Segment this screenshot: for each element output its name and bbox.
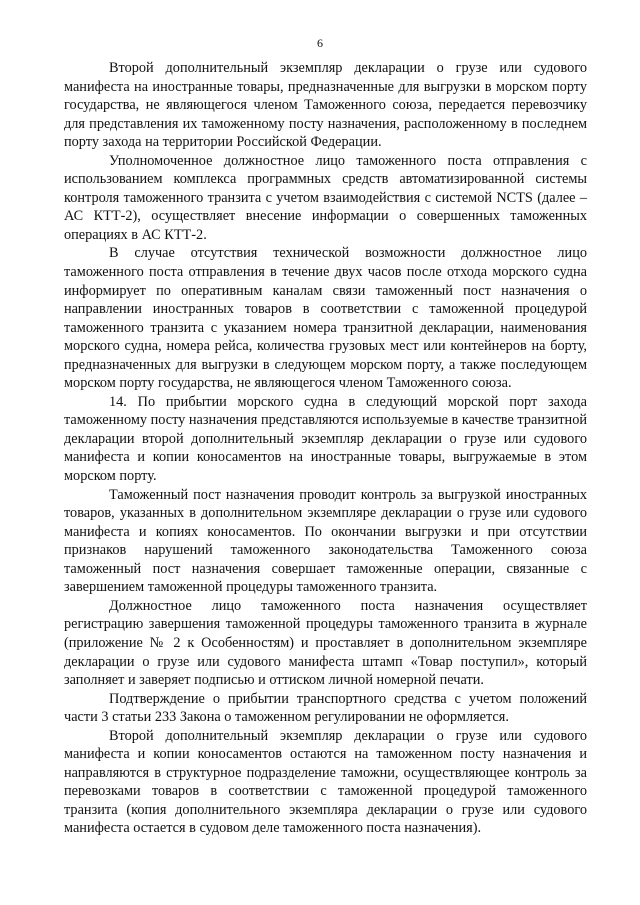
paragraph-arrival-confirmation: Подтверждение о прибытии транспортного средства с учетом положений части 3 статьи 233 Закона о таможенном регулировании не оформляется. bbox=[64, 690, 587, 726]
document-body bbox=[64, 59, 587, 838]
paragraph-registration-completion: Должностное лицо таможенного поста назначения осуществляет регистрацию завершения таможенной процедуры таможенного транзита в журнале (приложение № 2 к Особенностям) и проставляет в дополнительном экземпляре декларации о грузе или судового манифеста штамп «Товар поступил», который заполняет и заверяет подписью и оттиском личной номерной печати. bbox=[64, 597, 587, 689]
paragraph-no-technical-capability: В случае отсутствия технической возможности должностное лицо таможенного поста отправления в течение двух часов после отхода морского судна информирует по оперативным каналам связи таможенный пост назначения о направлении иностранных товаров в соответствии с таможенной процедурой таможенного транзита с указанием номера транзитной декларации, наименования морского судна, номера рейса, количества грузовых мест или контейнеров на борту, предназначенных для выгрузки в следующем морском порту, а также последующем морском порту государства, не являющегося членом Таможенного союза. bbox=[64, 245, 587, 392]
page-number: 6 bbox=[317, 36, 323, 50]
paragraph-documents-retention: Второй дополнительный экземпляр декларации о грузе или судового манифеста и копии коносаментов остаются на таможенном посту назначения и направляются в структурное подразделение таможни, осуществляющее контроль за перевозками товаров в соответствии с таможенной процедурой таможенного транзита (копия дополнительного экземпляра декларации о грузе или судового манифеста остается в судовом деле таможенного поста назначения). bbox=[64, 727, 587, 837]
paragraph-unloading-control: Таможенный пост назначения проводит контроль за выгрузкой иностранных товаров, указанных в дополнительном экземпляре декларации о грузе или судового манифеста и копиях коносаментов. По окончании выгрузки и при отсутствии признаков нарушений таможенного законодательства Таможенного союза таможенный пост назначения совершает таможенные операции, связанные с завершением таможенной процедуры таможенного транзита. bbox=[64, 486, 587, 596]
paragraph-ncts-info-entry: Уполномоченное должностное лицо таможенного поста отправления с использованием комплекса программных средств автоматизированной системы контроля таможенного транзита с учетом взаимодействия с системой NCTS (далее – АС КТТ-2), осуществляет внесение информации о совершенных таможенных операциях в АС КТТ-2. bbox=[64, 152, 587, 243]
paragraph-second-copy-transfer: Второй дополнительный экземпляр декларации о грузе или судового манифеста на иностранные товары, предназначенные для выгрузки в морском порту государства, не являющегося членом Таможенного союза, передается перевозчику для представления их таможенному посту назначения, расположенному в последнем порту захода на территории Российской Федерации. bbox=[64, 60, 587, 151]
paragraph-item-14-arrival: 14. По прибытии морского судна в следующий морской порт захода таможенному посту назначения представляются используемые в качестве транзитной декларации второй дополнительный экземпляр декларации о грузе или судового манифеста и копии коносаментов на иностранные товары, выгружаемые в этом морском порту. bbox=[64, 393, 587, 485]
